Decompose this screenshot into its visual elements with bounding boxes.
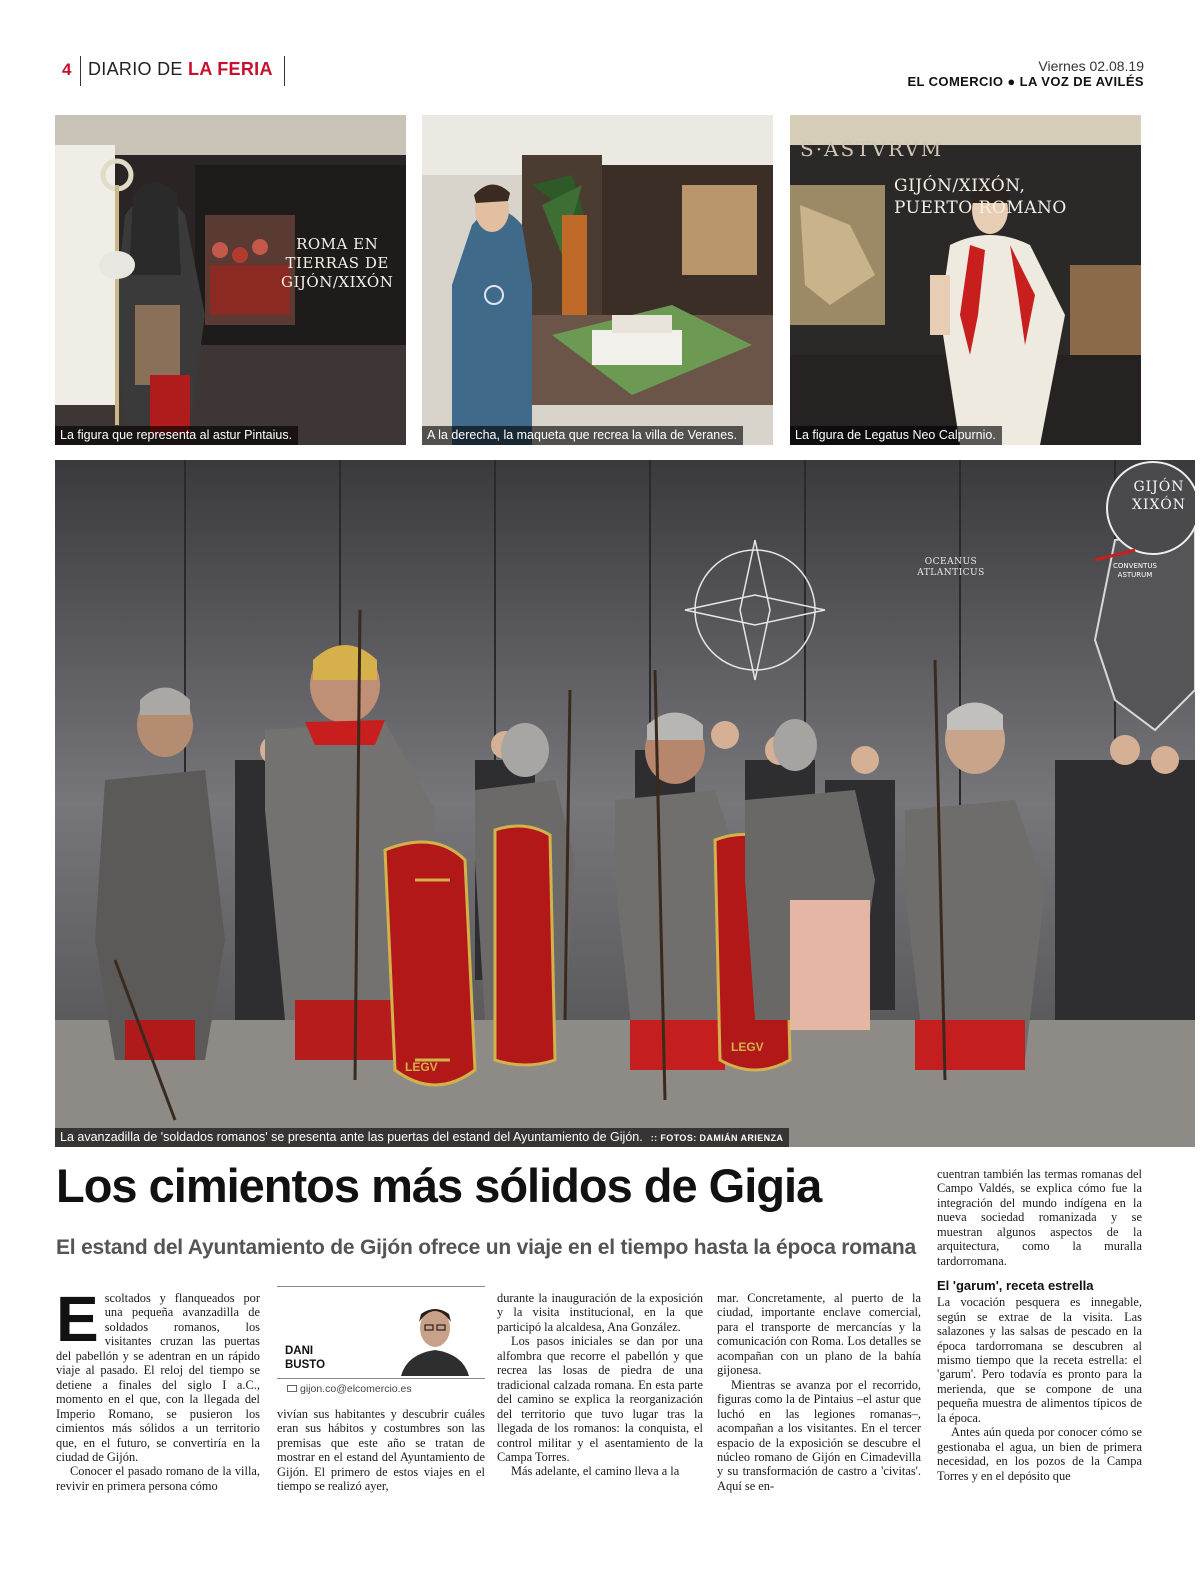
- paragraph-text: scoltados y flanqueados por una pequeña avanzadilla de soldados romanos, los visitantes cruzan las puertas del pabellón y se adentran en un rápido viaje al pasado. El reloj del tiempo se detiene a finales del siglo I a.C., momento en el que, con la llegada del Imperio Romano, se pusieron los cimientos más sólidos a un territorio que, en el futuro, se convertiría en la ciudad de Gijón.: [56, 1291, 260, 1464]
- photo-villa-veranes-image: [422, 115, 773, 445]
- byline-rule: [277, 1378, 485, 1379]
- wall-text-line: GIJÓN/XIXÓN,: [894, 176, 1026, 196]
- mail-icon: [287, 1385, 297, 1392]
- byline-rule: [277, 1286, 485, 1287]
- wall-text-line: ASTURUM: [1117, 571, 1153, 579]
- author-name: [285, 1344, 325, 1372]
- photo-roman-soldiers-image: [55, 460, 1195, 1147]
- photo-legatus-image: [790, 115, 1141, 445]
- wall-text-line: CONVENTUS: [1113, 562, 1157, 570]
- drop-cap: E: [56, 1283, 99, 1355]
- paragraph: Conocer el pasado romano de la villa, revivir en primera persona cómo: [56, 1464, 260, 1493]
- article-column-1: [56, 1283, 260, 1493]
- shield-emblem: LEGV: [731, 1040, 764, 1054]
- photo-wall-text: S·ASTVRVM: [800, 137, 944, 161]
- paragraph: [56, 1283, 260, 1464]
- photo-villa-veranes: [422, 115, 773, 445]
- paragraph: La vocación pesquera es innegable, según se extrae de la visita. Las salazones y las salsas de pescado en la época tardorromana se descubren al mismo tiempo que la receta estrella: el 'garum'. Pero todavía es pronto para la merienda, que se compone de una pequeña muestra de alimentos típicos de la época.: [937, 1295, 1142, 1425]
- photo-wall-text: [1095, 562, 1175, 580]
- wall-text-line: GIJÓN: [1133, 479, 1185, 495]
- paragraph: Los pasos iniciales se dan por una alfombra que recorre el pabellón y que recrea las losas de piedra de una tradicional calzada romana. En esta parte del camino se explica la reorganización del territorio que tuvo lugar tras la llegada de los romanos: la conquista, el control militar y el asentamiento de la Campa Torres.: [497, 1334, 703, 1464]
- photo-legatus: [790, 115, 1141, 445]
- article-subhead: El estand del Ayuntamiento de Gijón ofrece un viaje en el tiempo hasta la época romana: [56, 1236, 916, 1259]
- wall-text-line: TIERRAS DE: [285, 254, 389, 272]
- photo-wall-text: [894, 175, 1067, 219]
- author-name-line: BUSTO: [285, 1359, 326, 1371]
- section-name: [88, 59, 273, 80]
- header-divider: [284, 56, 285, 86]
- issue-date: Viernes 02.08.19: [1038, 58, 1144, 74]
- photo-caption: La figura de Legatus Neo Calpurnio.: [790, 426, 1002, 445]
- photo-caption: La figura que representa al astur Pintaius.: [55, 426, 298, 445]
- header-divider: [80, 56, 81, 86]
- article-headline: Los cimientos más sólidos de Gigia: [56, 1159, 822, 1212]
- wall-text-line: GIJÓN/XIXÓN: [281, 273, 394, 291]
- article-column-5: [937, 1167, 1142, 1483]
- paragraph: Antes aún queda por conocer cómo se gestionaba el agua, un bien de primera necesidad, en los pozos de la Campa Torres y en el depósito que: [937, 1425, 1142, 1483]
- article-column-4: [717, 1291, 921, 1493]
- photo-wall-text: [281, 235, 393, 292]
- page-header: [56, 52, 1144, 92]
- newspaper-names: EL COMERCIO ● LA VOZ DE AVILÉS: [907, 74, 1144, 89]
- byline: [277, 1286, 485, 1400]
- author-email[interactable]: [287, 1383, 412, 1395]
- author-name-line: DANI: [285, 1345, 314, 1357]
- paragraph: mar. Concretamente, al puerto de la ciudad, importante enclave comercial, para el transporte de mercancías y la comunicación con Roma. Los detalles se acompañan con un plano de la bahía gijonesa.: [717, 1291, 921, 1378]
- section-prefix: DIARIO DE: [88, 59, 183, 79]
- paragraph: Mientras se avanza por el recorrido, figuras como la de Pintaius –el astur que luchó en las legiones romanas–, acompañan a los visitantes. En el tercer espacio de la exposición se descubre el núcleo romano de Gijón en Cimadevilla y su transformación de castro a 'civitas'. Aquí se en-: [717, 1377, 921, 1493]
- photo-roman-soldiers: [55, 460, 1195, 1147]
- photo-pintaius: [55, 115, 406, 445]
- article-column-2: [277, 1407, 485, 1494]
- section-accent: LA FERIA: [188, 59, 273, 79]
- wall-text-line: ROMA EN: [296, 235, 379, 253]
- paragraph: durante la inauguración de la exposición y la visita institucional, en la que participó la alcaldesa, Ana González.: [497, 1291, 703, 1334]
- wall-text-line: XIXÓN: [1132, 497, 1186, 513]
- wall-text-line: ATLANTICUS: [917, 568, 985, 578]
- author-email-text[interactable]: gijon.co@elcomercio.es: [300, 1383, 412, 1395]
- paragraph: cuentran también las termas romanas del Campo Valdés, se explica cómo fue la integración del mundo indígena en la nueva sociedad romanizada y se muestran algunos aspectos de la arquitectura, como la muralla tardorromana.: [937, 1167, 1142, 1268]
- photo-caption: [55, 1128, 789, 1147]
- article-column-3: [497, 1291, 703, 1479]
- shield-emblem: LEGV: [405, 1060, 438, 1074]
- article-subheading: El 'garum', receta estrella: [937, 1278, 1094, 1294]
- page-number: 4: [62, 60, 72, 79]
- wall-text-line: PUERTO ROMANO: [894, 198, 1067, 218]
- wall-text-line: OCEANUS: [924, 557, 978, 567]
- photo-caption: A la derecha, la maqueta que recrea la villa de Veranes.: [422, 426, 743, 445]
- photo-wall-text: [1114, 478, 1195, 514]
- paragraph: vivían sus habitantes y descubrir cuáles eran sus hábitos y costumbres son las premisas que este año se tratan de mostrar en el estand del Ayuntamiento de Gijón. El primero de estos viajes en el tiempo se realizó ayer,: [277, 1407, 485, 1494]
- author-photo: [393, 1294, 477, 1376]
- photo-wall-text: [901, 557, 1001, 579]
- caption-text: La avanzadilla de 'soldados romanos' se presenta ante las puertas del estand del Ayuntamiento de Gijón.: [60, 1130, 643, 1144]
- photo-credit: :: FOTOS: DAMIÁN ARIENZA: [650, 1133, 784, 1143]
- paragraph: Más adelante, el camino lleva a la: [511, 1464, 680, 1479]
